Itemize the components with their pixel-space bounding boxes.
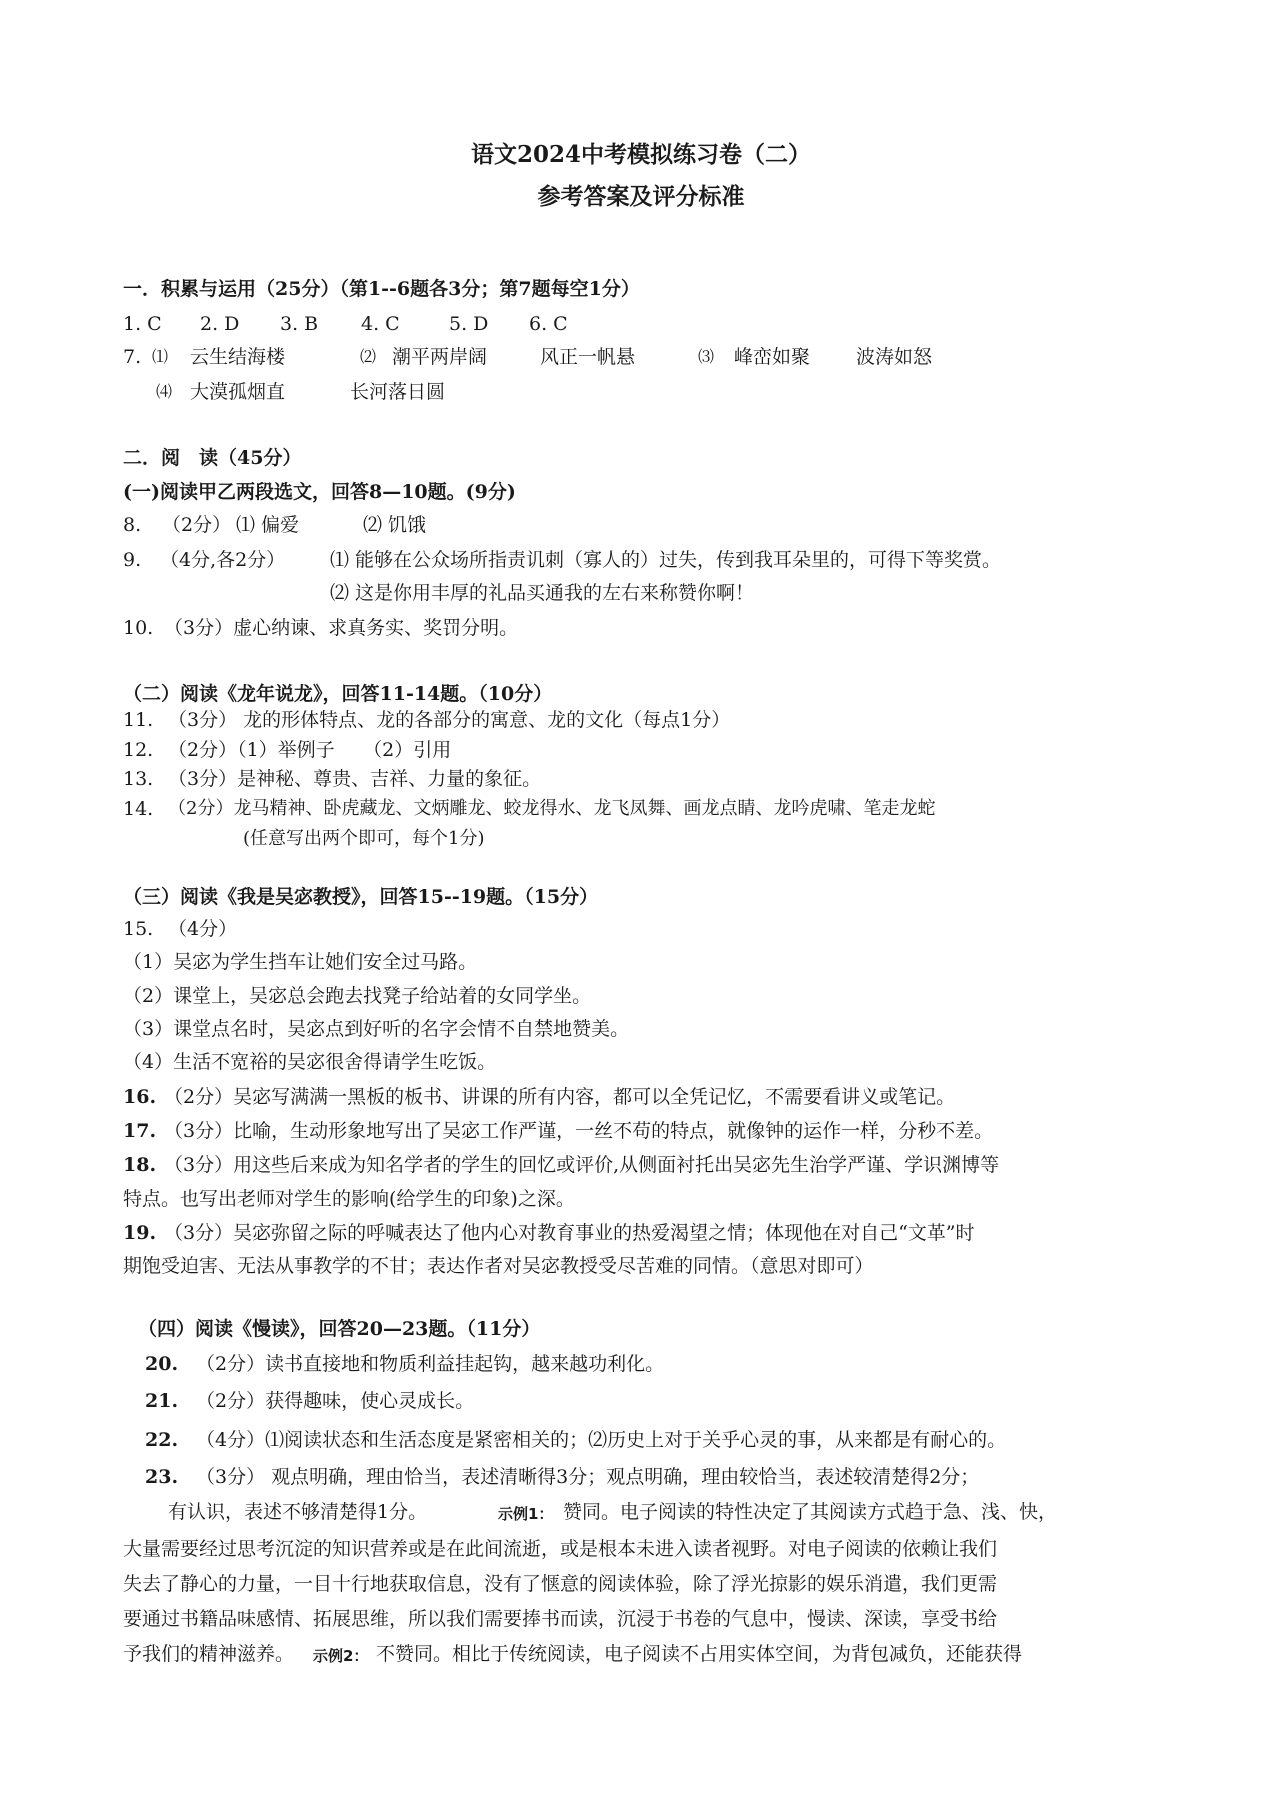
answer-2: 2. D [200,313,240,335]
q18-number: 18. [123,1154,157,1176]
page-subtitle: 参考答案及评分标准 [537,183,745,210]
q8-answer-2: ⑵ 饥饿 [363,514,427,536]
q7-answer-3a: 峰峦如聚 [734,346,811,368]
q11-answer: （3分） 龙的形体特点、龙的各部分的寓意、龙的文化（每点1分） [168,709,731,731]
answer-4: 4. C [361,313,400,335]
q8-points: （2分） [162,514,232,536]
q10-number: 10. [123,617,154,639]
q13-answer: （3分）是神秘、尊贵、吉祥、力量的象征。 [168,768,542,790]
part-4-heading: （四）阅读《慢读》，回答20—23题。（11分） [138,1318,541,1340]
q19-answer-line-1: （3分）吴宓弥留之际的呼喊表达了他内心对教育事业的热爱渴望之情；体现他在对自己“文革”时 [164,1222,975,1244]
q9-answer-2: ⑵ 这是你用丰厚的礼品买通我的左右来称赞你啊！ [330,582,755,604]
q7-answer-2a: 潮平两岸阔 [392,346,488,368]
q16-number: 16. [123,1086,157,1108]
q15-item-2: （2）课堂上，吴宓总会跑去找凳子给站着的女同学坐。 [123,985,592,1007]
q23-number: 23. [145,1466,179,1488]
q9-answer-1: ⑴ 能够在公众场所指责讥刺（寡人的）过失，传到我耳朵里的，可得下等奖赏。 [330,549,1002,571]
q23-line-6a: 予我们的精神滋养。 [123,1643,295,1665]
page-title: 语文2024中考模拟练习卷（二） [470,141,811,168]
q12-number: 12. [123,739,154,761]
q23-example-1-label: 示例1： [498,1505,554,1523]
q7-mark-1: ⑴ [152,347,169,366]
q23-line-3: 大量需要经过思考沉淀的知识营养或是在此间流逝，或是根本未进入读者视野。对电子阅读的依赖让我们 [123,1538,998,1560]
q8-number: 8. [123,514,142,536]
q7-mark-2: ⑵ [360,347,377,366]
q18-answer-line-1: （3分）用这些后来成为知名学者的学生的回忆或评价,从侧面衬托出吴宓先生治学严谨、学识渊博等 [164,1154,1000,1176]
q20-answer: （2分）读书直接地和物质利益挂起钩，越来越功利化。 [196,1353,665,1375]
q15-item-4: （4）生活不宽裕的吴宓很舍得请学生吃饭。 [123,1051,497,1073]
q15-points: （4分） [168,918,238,940]
q23-line-6b: 不赞同。相比于传统阅读，电子阅读不占用实体空间，为背包减负，还能获得 [376,1643,1023,1665]
q13-number: 13. [123,768,154,790]
q12-answer: （2分）（1）举例子 （2）引用 [168,739,452,761]
q17-number: 17. [123,1120,157,1142]
q9-points: （4分,各2分） [160,549,286,571]
q19-number: 19. [123,1222,157,1244]
q23-example-2-label: 示例2： [313,1647,369,1665]
q15-item-3: （3）课堂点名时，吴宓点到好听的名字会情不自禁地赞美。 [123,1018,630,1040]
q21-number: 21. [145,1390,179,1412]
q7-mark-3: ⑶ [698,347,715,366]
part-1-heading: (一)阅读甲乙两段选文，回答8—10题。(9分) [123,481,516,503]
q9-number: 9. [123,549,142,571]
q14-number: 14. [123,798,154,820]
q22-answer: （4分）⑴阅读状态和生活态度是紧密相关的；⑵历史上对于关乎心灵的事，从来都是有耐心的。 [196,1429,1007,1451]
q11-number: 11. [123,709,154,731]
answer-6: 6. C [529,313,568,335]
q15-number: 15. [123,918,154,940]
q7-number: 7. [123,346,142,368]
q7-answer-3b: 波涛如怒 [856,346,933,368]
part-2-heading: （二）阅读《龙年说龙》，回答11-14题。（10分） [123,683,553,705]
section-2-heading: 二．阅 读（45分） [123,447,302,469]
q22-number: 22. [145,1429,179,1451]
q17-answer: （3分）比喻，生动形象地写出了吴宓工作严谨，一丝不苟的特点，就像钟的运作一样，分秒不差。 [164,1120,994,1142]
q23-line-2b: 赞同。电子阅读的特性决定了其阅读方式趋于急、浅、快， [563,1501,1058,1523]
q10-answer: （3分）虚心纳谏、求真务实、奖罚分明。 [164,617,519,639]
q18-answer-line-2: 特点。也写出老师对学生的影响(给学生的印象)之深。 [123,1188,575,1210]
q16-answer: （2分）吴宓写满满一黑板的板书、讲课的所有内容，都可以全凭记忆，不需要看讲义或笔记。 [164,1086,956,1108]
answer-5: 5. D [449,313,489,335]
q21-answer: （2分）获得趣味，使心灵成长。 [196,1390,475,1412]
q20-number: 20. [145,1353,179,1375]
answer-1: 1. C [123,313,162,335]
q23-line-4: 失去了静心的力量，一目十行地获取信息，没有了惬意的阅读体验，除了浮光掠影的娱乐消遣，我们更需 [123,1573,998,1595]
section-1-heading: 一．积累与运用（25分）（第1--6题各3分；第7题每空1分） [123,278,640,300]
q7-mark-4: ⑷ [156,382,173,401]
q7-answer-2b: 风正一帆悬 [540,346,636,368]
q23-line-5: 要通过书籍品味感情、拓展思维，所以我们需要捧书而读，沉浸于书卷的气息中，慢读、深读，享受书给 [123,1608,998,1630]
q23-line-2a: 有认识，表述不够清楚得1分。 [168,1501,428,1523]
q23-scoring: （3分） 观点明确，理由恰当，表述清晰得3分；观点明确，理由较恰当，表述较清楚得2分； [196,1466,980,1488]
q15-item-1: （1）吴宓为学生挡车让她们安全过马路。 [123,951,478,973]
q7-answer-4b: 长河落日圆 [350,381,446,403]
q7-answer-4a: 大漠孤烟直 [190,381,286,403]
q14-note: (任意写出两个即可，每个1分) [243,828,485,849]
q14-answer: （2分）龙马精神、卧虎藏龙、文炳雕龙、蛟龙得水、龙飞凤舞、画龙点睛、龙吟虎啸、笔走龙蛇 [168,798,936,819]
answer-3: 3. B [280,313,319,335]
part-3-heading: （三）阅读《我是吴宓教授》，回答15--19题。（15分） [123,886,599,908]
q8-answer-1: ⑴ 偏爱 [236,514,300,536]
q19-answer-line-2: 期饱受迫害、无法从事教学的不甘；表达作者对吴宓教授受尽苦难的同情。（意思对即可） [123,1255,874,1277]
q7-answer-1: 云生结海楼 [190,346,286,368]
